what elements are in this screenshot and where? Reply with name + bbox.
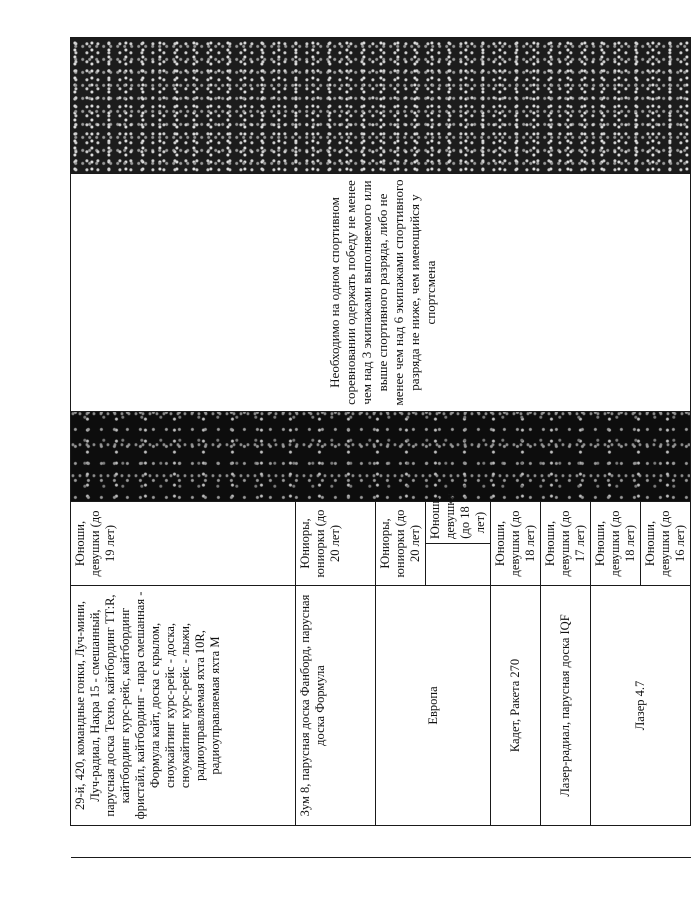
left-margin-cell bbox=[426, 826, 491, 858]
age-group-cell: Юноши, девушки (до 18 лет) bbox=[591, 502, 641, 586]
age-group-cell: Юниоры, юниорки (до 20 лет) bbox=[296, 502, 376, 586]
sport-category-table bbox=[70, 37, 691, 858]
left-margin-cell bbox=[71, 826, 296, 858]
equipment-cell: Лазер 4.7 bbox=[591, 586, 691, 826]
age-group-cell: Юноши, девушки (до 18 лет) bbox=[426, 502, 491, 544]
redacted-region bbox=[71, 38, 691, 174]
requirement-cell: Необходимо на одном спортивном соревновании одержать победу не менее чем над 3 экипажами выполняемого или выше спортивного разряда, либо не менее чем над 6 экипажами спортивного разряда не ниже, чем имеющийся у спортсмена bbox=[71, 174, 691, 412]
equipment-cell: Кадет, Ракета 270 bbox=[491, 586, 541, 826]
age-group-cell: Юноши, девушки (до 19 лет) bbox=[71, 502, 296, 586]
rotated-table-container bbox=[70, 38, 687, 858]
age-group-cell: Юноши, девушки (до 17 лет) bbox=[541, 502, 591, 586]
equipment-cell: Зум 8, парусная доска Фанборд, парусная доска Формула bbox=[296, 586, 376, 826]
table-row bbox=[71, 38, 296, 858]
age-group-cell: Юноши, девушки (до 18 лет) bbox=[491, 502, 541, 586]
left-margin-cell bbox=[296, 826, 376, 858]
redacted-region bbox=[71, 412, 691, 502]
left-margin-cell bbox=[591, 826, 641, 858]
equipment-cell: 29-й, 420, командные гонки, Луч-мини, Луч-радиал, Накра 15 - смешанный, парусная доска Техно, кайтбординг TT:R, кайтбординг курс-рейс, кайтбординг фристайл, кайтбординг - пара смешанная - Формула кайт, доска с крылом, сноукайтинг курс-рейс - доска, сноукайтинг курс-рейс - лыжи, радиоуправляемая яхта 10R, радиоуправляемая яхта M bbox=[71, 586, 296, 826]
age-group-cell: Юноши, девушки (до 16 лет) bbox=[641, 502, 691, 586]
left-margin-cell bbox=[541, 826, 591, 858]
equipment-cell: Лазер-радиал, парусная доска IQF bbox=[541, 586, 591, 826]
equipment-cell: Европа bbox=[376, 586, 491, 826]
left-margin-cell bbox=[641, 826, 691, 858]
left-margin-cell bbox=[491, 826, 541, 858]
age-group-cell: Юниоры, юниорки (до 20 лет) bbox=[376, 502, 426, 586]
empty-cell bbox=[426, 544, 491, 586]
left-margin-cell bbox=[376, 826, 426, 858]
